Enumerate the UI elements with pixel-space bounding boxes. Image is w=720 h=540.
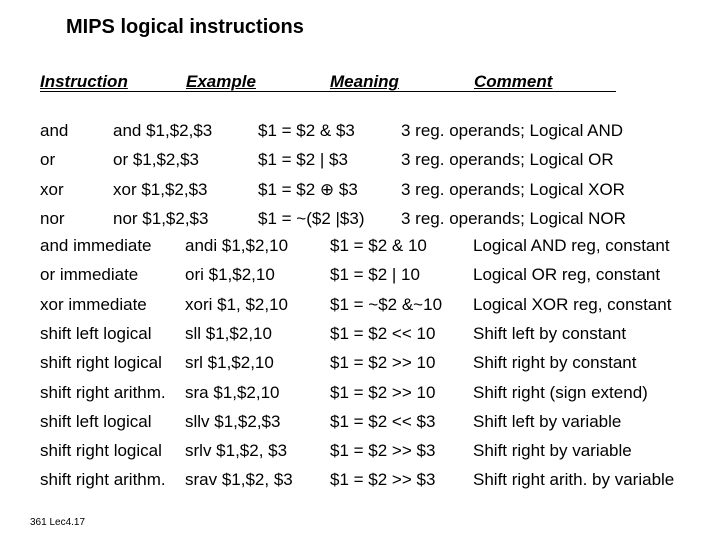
cell-meaning: $1 = $2 >> 10 [330,353,436,373]
cell-example: sra $1,$2,10 [185,382,280,402]
cell-meaning: $1 = $2 | $3 [258,150,348,170]
cell-comment: Shift right by constant [473,353,637,373]
cell-instruction: shift right arithm. [40,470,166,490]
cell-comment: 3 reg. operands; Logical NOR [401,208,626,228]
cell-example: ori $1,$2,10 [185,265,275,285]
cell-example: xor $1,$2,$3 [113,179,208,199]
cell-comment: 3 reg. operands; Logical OR [401,150,614,170]
cell-instruction: nor [40,208,65,228]
cell-instruction: xor immediate [40,294,147,314]
cell-comment: Shift left by variable [473,411,622,431]
header-underline [40,91,616,92]
cell-meaning: $1 = $2 >> $3 [330,470,436,490]
cell-example: srav $1,$2, $3 [185,470,293,490]
header-comment: Comment [474,72,553,91]
cell-comment: Logical XOR reg, constant [473,294,672,314]
cell-comment: Shift right (sign extend) [473,382,648,402]
cell-instruction: xor [40,179,64,199]
cell-example: sll $1,$2,10 [185,323,272,343]
cell-instruction: or immediate [40,265,139,285]
cell-instruction: shift right logical [40,441,162,461]
header-example: Example [186,72,256,91]
cell-comment: Logical AND reg, constant [473,236,670,255]
cell-meaning: $1 = $2 >> 10 [330,382,436,402]
cell-instruction: and immediate [40,236,152,255]
slide-footer: 361 Lec4.17 [30,517,86,528]
cell-meaning: $1 = ~($2 |$3) [258,208,365,228]
cell-example: xori $1, $2,10 [185,294,289,314]
cell-meaning: $1 = ~$2 &~10 [330,294,443,314]
cell-comment: Shift left by constant [473,323,627,343]
cell-example: and $1,$2,$3 [113,121,213,140]
cell-meaning: $1 = $2 ⊕ $3 [258,179,358,199]
cell-instruction: shift right logical [40,353,162,373]
cell-meaning: $1 = $2 << $3 [330,411,436,431]
cell-example: nor $1,$2,$3 [113,208,209,228]
header-meaning: Meaning [330,72,399,91]
cell-comment: Shift right arith. by variable [473,470,675,490]
cell-example: andi $1,$2,10 [185,236,289,255]
cell-example: srlv $1,$2, $3 [185,441,288,461]
cell-comment: Shift right by variable [473,441,632,461]
cell-comment: 3 reg. operands; Logical AND [401,121,624,140]
cell-instruction: or [40,150,56,170]
header-instruction: Instruction [40,72,128,91]
cell-meaning: $1 = $2 & 10 [330,236,427,255]
cell-meaning: $1 = $2 >> $3 [330,441,436,461]
cell-example: sllv $1,$2,$3 [185,411,281,431]
cell-comment: 3 reg. operands; Logical XOR [401,179,625,199]
slide-title: MIPS logical instructions [66,16,304,38]
cell-instruction: and [40,121,69,140]
cell-example: or $1,$2,$3 [113,150,200,170]
cell-meaning: $1 = $2 | 10 [330,265,420,285]
cell-comment: Logical OR reg, constant [473,265,661,285]
cell-instruction: shift left logical [40,323,152,343]
cell-instruction: shift left logical [40,411,152,431]
cell-meaning: $1 = $2 << 10 [330,323,436,343]
cell-example: srl $1,$2,10 [185,353,274,373]
cell-meaning: $1 = $2 & $3 [258,121,355,140]
cell-instruction: shift right arithm. [40,382,166,402]
